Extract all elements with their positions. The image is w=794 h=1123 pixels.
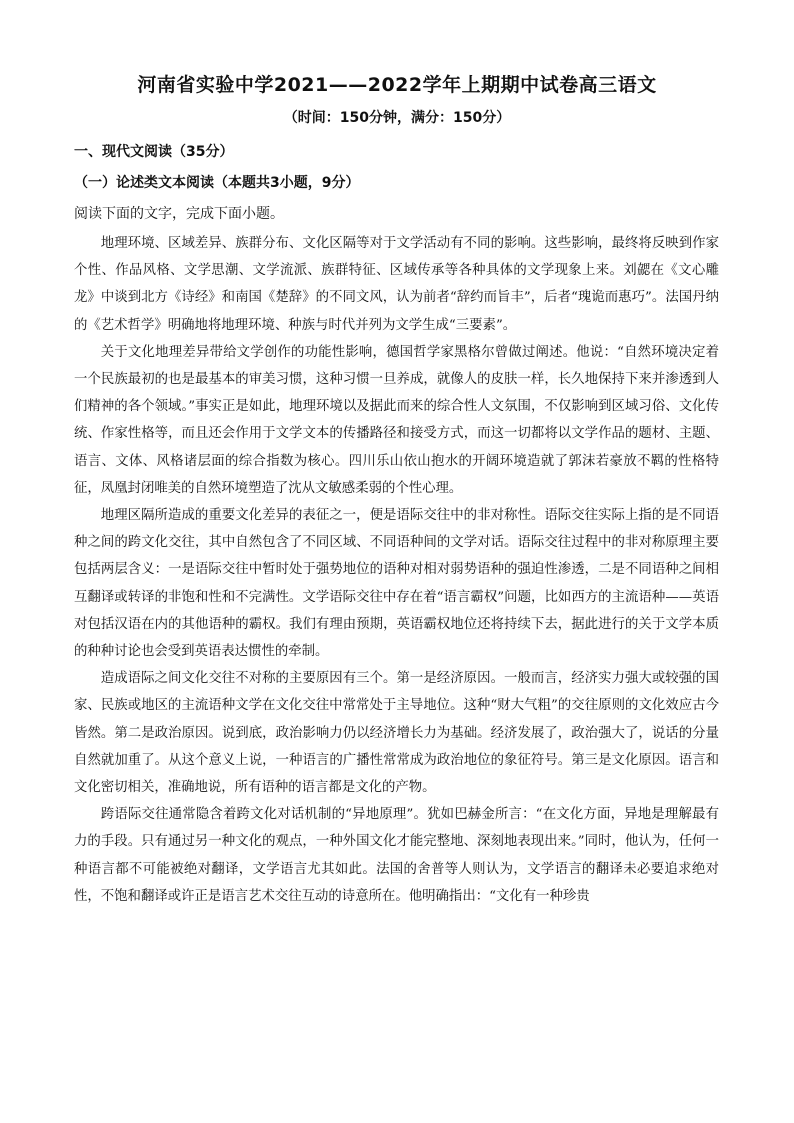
paragraph-1: 地理环境、区域差异、族群分布、文化区隔等对于文学活动有不同的影响。这些影响，最终将反映到作家个性、作品风格、文学思潮、文学流派、族群特征、区域传承等各种具体的文学现象上来。刘勰在《文心雕龙》中谈到北方《诗经》和南国《楚辞》的不同文风，认为前者“辞约而旨丰”，后者“瑰诡而惠巧”。法国丹纳的《艺术哲学》明确地将地理环境、种族与时代并列为文学生成“三要素”。	[74, 236, 719, 333]
paragraph-3: 地理区隔所造成的重要文化差异的表征之一，便是语际交往中的非对称性。语际交往实际上指的是不同语种之间的跨文化交往，其中自然包含了不同区域、不同语种间的文学对话。语际交往过程中的非对称原理主要包括两层含义：一是语际交往中暂时处于强势地位的语种对相对弱势语种的强迫性渗透，二是不同语种之间相互翻译或转译的非饱和性和不完满性。文学语际交往中存在着“语言霸权”问题，比如西方的主流语种——英语对包括汉语在内的其他语种的霸权。我们有理由预期，英语霸权地位还将持续下去，据此进行的关于文学本质的种种讨论也会受到英语表达惯性的牵制。	[74, 508, 719, 660]
reading-passage	[74, 230, 719, 910]
paragraph-2: 关于文化地理差异带给文学创作的功能性影响，德国哲学家黑格尔曾做过阐述。他说：“自然环境决定着一个民族最初的也是最基本的审美习惯，这种习惯一旦养成，就像人的皮肤一样，长久地保持下来并渗透到人们精神的各个领域。”事实正是如此，地理环境以及据此而来的综合性人文氛围，不仅影响到区域习俗、文化传统、作家性格等，而且还会作用于文学文本的传播路径和接受方式，而这一切都将以文学作品的题材、主题、语言、文体、风格诸层面的综合指数为核心。四川乐山依山抱水的开阔环境造就了郭沫若豪放不羁的性格特征，凤凰封闭唯美的自然环境塑造了沈从文敏感柔弱的个性心理。	[74, 344, 719, 496]
section-subheading: （一）论述类文本阅读（本题共3小题，9分）	[74, 175, 360, 191]
reading-instruction: 阅读下面的文字，完成下面小题。	[74, 206, 284, 222]
section-heading: 一、现代文阅读（35分）	[74, 144, 234, 160]
paragraph-5: 跨语际交往通常隐含着跨文化对话机制的“异地原理”。犹如巴赫金所言：“在文化方面，异地是理解最有力的手段。只有通过另一种文化的观点，一种外国文化才能完整地、深刻地表现出来。”同时，他认为，任何一种语言都不可能被绝对翻译，文学语言尤其如此。法国的舍普等人则认为，文学语言的翻译未必要追求绝对性，不饱和翻译或许正是语言艺术交往互动的诗意所在。他明确指出：“文化有一种珍贵	[74, 807, 719, 904]
exam-subtitle: （时间：150分钟，满分：150分）	[283, 110, 511, 126]
paragraph-4: 造成语际之间文化交往不对称的主要原因有三个。第一是经济原因。一般而言，经济实力强大或较强的国家、民族或地区的主流语种文学在文化交往中常常处于主导地位。这种“财大气粗”的交往原则的文化效应古今皆然。第二是政治原因。说到底，政治影响力仍以经济增长力为基础。经济发展了，政治强大了，说话的分量自然就加重了。从这个意义上说，一种语言的广播性常常成为政治地位的象征符号。第三是文化原因。语言和文化密切相关，准确地说，所有语种的语言都是文化的产物。	[74, 671, 719, 796]
exam-title: 河南省实验中学2021——2022学年上期期中试卷高三语文	[137, 74, 657, 96]
